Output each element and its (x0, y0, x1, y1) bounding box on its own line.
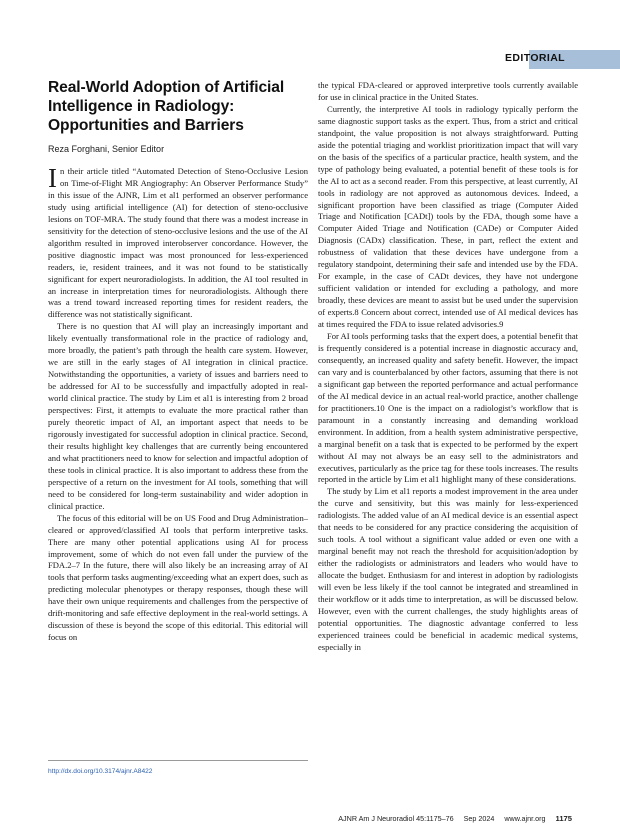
paragraph: For AI tools performing tasks that the expert does, a potential benefit that is frequently considered is a potential increase in diagnostic accuracy and, consequently, an increased quality and safety benefit. However, the impact can vary and is counterbalanced by other factors, assuming that there is not a significant gap between the reported performance and actual performance of the AI medical device in an actual real-world practice, another challenge for practitioners.10 One is the impact on a radiologist’s workflow that is paramount in a constantly increasing and demanding workload environment. In addition, from a health system administrative perspective, a marginal benefit on a task that is expected to be performed by the expert without AI may not always be an easy sell to the administrators and executives, particularly as the price tag for these tools increases. The results reported in the article by Lim et al1 highlight many of these considerations. (318, 331, 578, 485)
footer-date: Sep 2024 (463, 814, 495, 823)
left-body (48, 163, 308, 644)
article-title: Real-World Adoption of Artificial Intelligence in Radiology: Opportunities and Barriers (48, 79, 285, 134)
byline: Reza Forghani, Senior Editor (48, 144, 165, 154)
left-column (48, 78, 308, 644)
paragraph: There is no question that AI will play an increasingly important and likely eventually transformational role in the practice of radiology and, more broadly, the patient’s path through the health care system. However, we are still in the early stages of AI integration in clinical practice. Notwithstanding the opportunities, a variety of issues and barriers need to be addressed for AI to be successfully and impactfully adopted in real-world clinical practice. The study by Lim et al1 is interesting from 2 broad perspectives: First, it attempts to evaluate the more practical rather than purely theoretic impact of AI, an important aspect that needs to be rigorously investigated for successful adoption in clinical practice. Second, their results highlight key challenges that are currently being encountered and what practitioners need to know for selection and impactful adoption of these tools in clinical practice. It is also important to address these from the perspective of a return on the investment for AI tools, something that will need to be considered for long-term sustainability and wider adoption in clinical practice. (48, 321, 308, 511)
paragraph: The study by Lim et al1 reports a modest improvement in the area under the curve and sensitivity, but this was mainly for less-experienced radiologists. The added value of an AI medical device is an essential aspect that needs to be considered for any practice considering the acquisition of such tools. A tool without a significant value added or even one with a marginal benefit may not reach the threshold for acquisition/adoption by either the radiologists or administrators and leaders who would have to allocate the budget. Enthusiasm for and interest in adoption by radiologists will even be less likely if the tool cannot be integrated and streamlined in their workflow or it adds time to interpretation, as will be discussed below. However, even with the current challenges, the study highlights areas of potential opportunities. The diagnostic advantage conferred to less experienced trainees could be beneficial in academic medical systems, especially in (318, 486, 578, 652)
footnote-divider (48, 760, 308, 761)
section-label: EDITORIAL (505, 52, 565, 64)
right-column (318, 80, 578, 654)
page-number: 1175 (555, 814, 572, 823)
paragraph (48, 163, 308, 321)
paragraph: The focus of this editorial will be on US Food and Drug Administration–cleared or approved/classified AI tools that perform interpretive tasks. There are many other potential applications using AI for process improvement, some of which do not even fall under the purview of the FDA.2–7 In the future, there will also likely be an increasing array of AI tools that perform tasks augmenting/exceeding what an expert does, such as predicting molecular phenotypes or therapy responses, though these will have their own unique requirements and challenges from the perspective of drift-monitoring and safe effective deployment in the real-world settings. A discussion of these is beyond the scope of this editorial. This editorial will focus on (48, 512, 308, 643)
paragraph-text: n their article titled “Automated Detection of Steno-Occlusive Lesion on Time-of-Flight MR Angiography: An Observer Performance Study” in this issue of the AJNR, Lim et al1 performed an observer performance study using artificial intelligence (AI) for detection of steno-occlusive lesions on TOF-MRA. The study found that there was a modest increase in sensitivity for the detection of steno-occlusive lesions and the use of the AI algorithm resulted in improved interobserver concordance. However, the positive diagnostic impact was most pronounced for less-experienced readers, ie, resident trainees, and it was not found to be statistically significant for expert neuroradiologists. In addition, the AI tool resulted in an increase in interpretation times for neuroradiologists. Although there was a trend toward increased reporting times for resident readers, the difference was not statistically significant. (48, 166, 308, 320)
doi-link[interactable]: http://dx.doi.org/10.3174/ajnr.A8422 (48, 768, 153, 775)
footer-site: www.ajnr.org (504, 814, 546, 823)
paragraph: Currently, the interpretive AI tools in radiology typically perform the same diagnostic support tasks as the expert. Thus, from a strict and critical standpoint, the value proposition is not always straightforward. Putting aside the potential triaging and worklist prioritization impact that will vary on the basis of the specifics of a particular practice, health system, and the type of pathology being evaluated, a potential benefit of these tools is for the AI to act as a second reader. From this perspective, at least currently, AI tools in radiology are not approved as autonomous devices. Indeed, a significant proportion have been classified as triage (Computer Aided Triage and Notification [CADt]) tools by the FDA, though some have a Computer Aided Triage and Notification (CADe) or Computer Aided Diagnosis (CADx) classification. These, in part, reflect the extent and robustness of validation that these devices have undergone from a regulatory standpoint, determining their safe and intended use by the FDA. For example, in the case of CADt devices, they have not undergone sufficient validation or intended for excluding a pathology, and more broadly, these devices are meant to assist but be used under the supervision of experts.8 Concern about correct, intended use of AI medical devices has at times required the FDA to issue related advisories.9 (318, 103, 578, 330)
page-footer (338, 814, 572, 823)
paragraph: the typical FDA-cleared or approved interpretive tools currently available for use in clinical practice in the United States. (318, 80, 578, 102)
footer-citation: AJNR Am J Neuroradiol 45:1175–76 (338, 814, 454, 823)
drop-cap: I (48, 163, 57, 193)
